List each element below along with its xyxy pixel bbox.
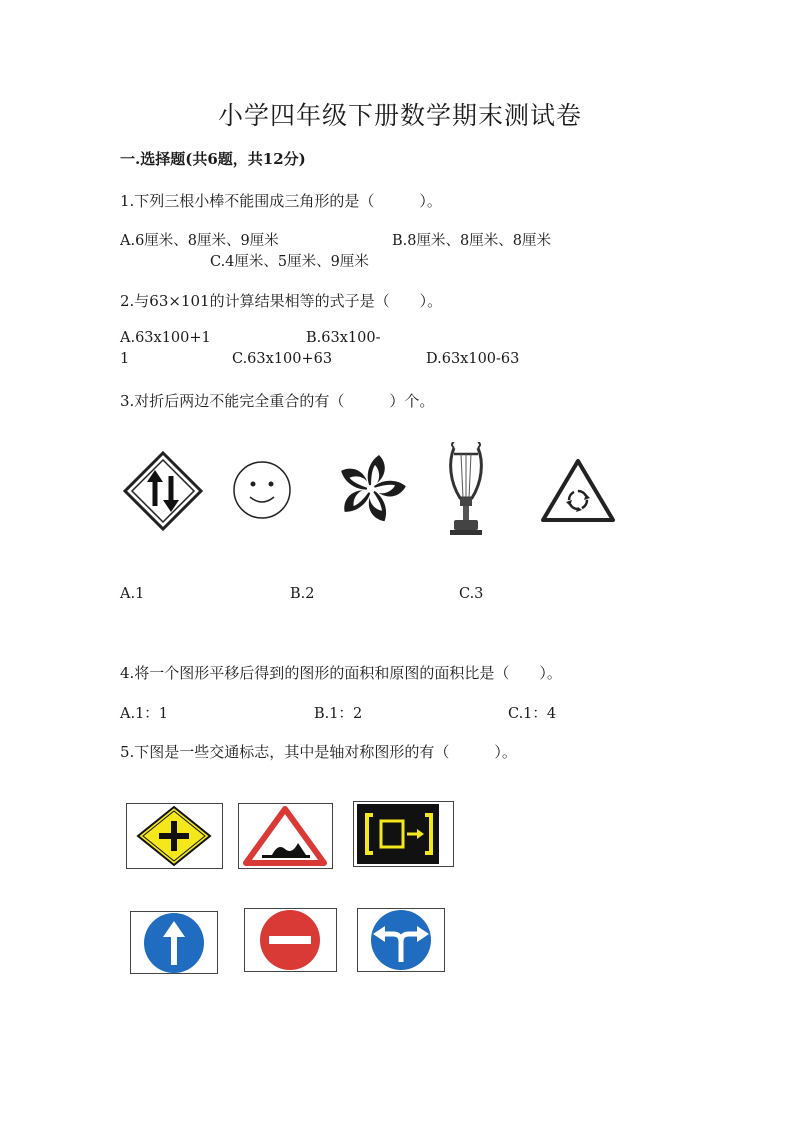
question-2: 2.与63×101的计算结果相等的式子是（ ）。 — [120, 292, 443, 310]
page-title: 小学四年级下册数学期末测试卷 — [217, 101, 582, 130]
q3-option-c: C.3 — [459, 586, 484, 602]
crossroad-sign-icon — [126, 803, 223, 869]
q4-option-b: B.1：2 — [314, 706, 363, 722]
question-5: 5.下图是一些交通标志，其中是轴对称图形的有（ ）。 — [120, 743, 517, 761]
q2-option-b: B.63x100- — [306, 330, 381, 346]
question-4: 4.将一个图形平移后得到的图形的面积和原图的面积比是（ ）。 — [120, 664, 562, 682]
q4-option-a: A.1：1 — [120, 706, 169, 722]
q2-option-b-cont: 1 — [120, 351, 130, 367]
no-entry-sign-icon — [244, 908, 337, 972]
q2-option-a: A.63x100+1 — [120, 330, 211, 346]
left-right-turn-sign-icon — [357, 908, 445, 972]
q1-option-b: B.8厘米、8厘米、8厘米 — [392, 233, 551, 249]
lyre-icon — [446, 442, 486, 536]
question-1: 1.下列三根小棒不能围成三角形的是（ ）。 — [120, 192, 442, 210]
q3-option-a: A.1 — [120, 586, 145, 602]
bauhinia-flower-icon — [334, 452, 408, 526]
roundabout-warning-sign-icon — [540, 458, 616, 524]
straight-ahead-sign-icon — [130, 911, 218, 974]
q4-option-c: C.1：4 — [508, 706, 557, 722]
lane-shift-sign-icon — [353, 801, 454, 867]
q1-option-c: C.4厘米、5厘米、9厘米 — [210, 254, 369, 270]
q2-option-c: C.63x100+63 — [232, 351, 333, 367]
uneven-road-sign-icon — [238, 803, 333, 869]
two-way-traffic-sign-icon — [122, 450, 204, 532]
smiley-face-icon — [232, 460, 292, 520]
section-heading: 一.选择题(共6题，共12分) — [120, 150, 306, 168]
question-3: 3.对折后两边不能完全重合的有（ ）个。 — [120, 392, 435, 410]
q1-option-a: A.6厘米、8厘米、9厘米 — [120, 233, 279, 249]
q2-option-d: D.63x100-63 — [426, 351, 520, 367]
q3-option-b: B.2 — [290, 586, 315, 602]
